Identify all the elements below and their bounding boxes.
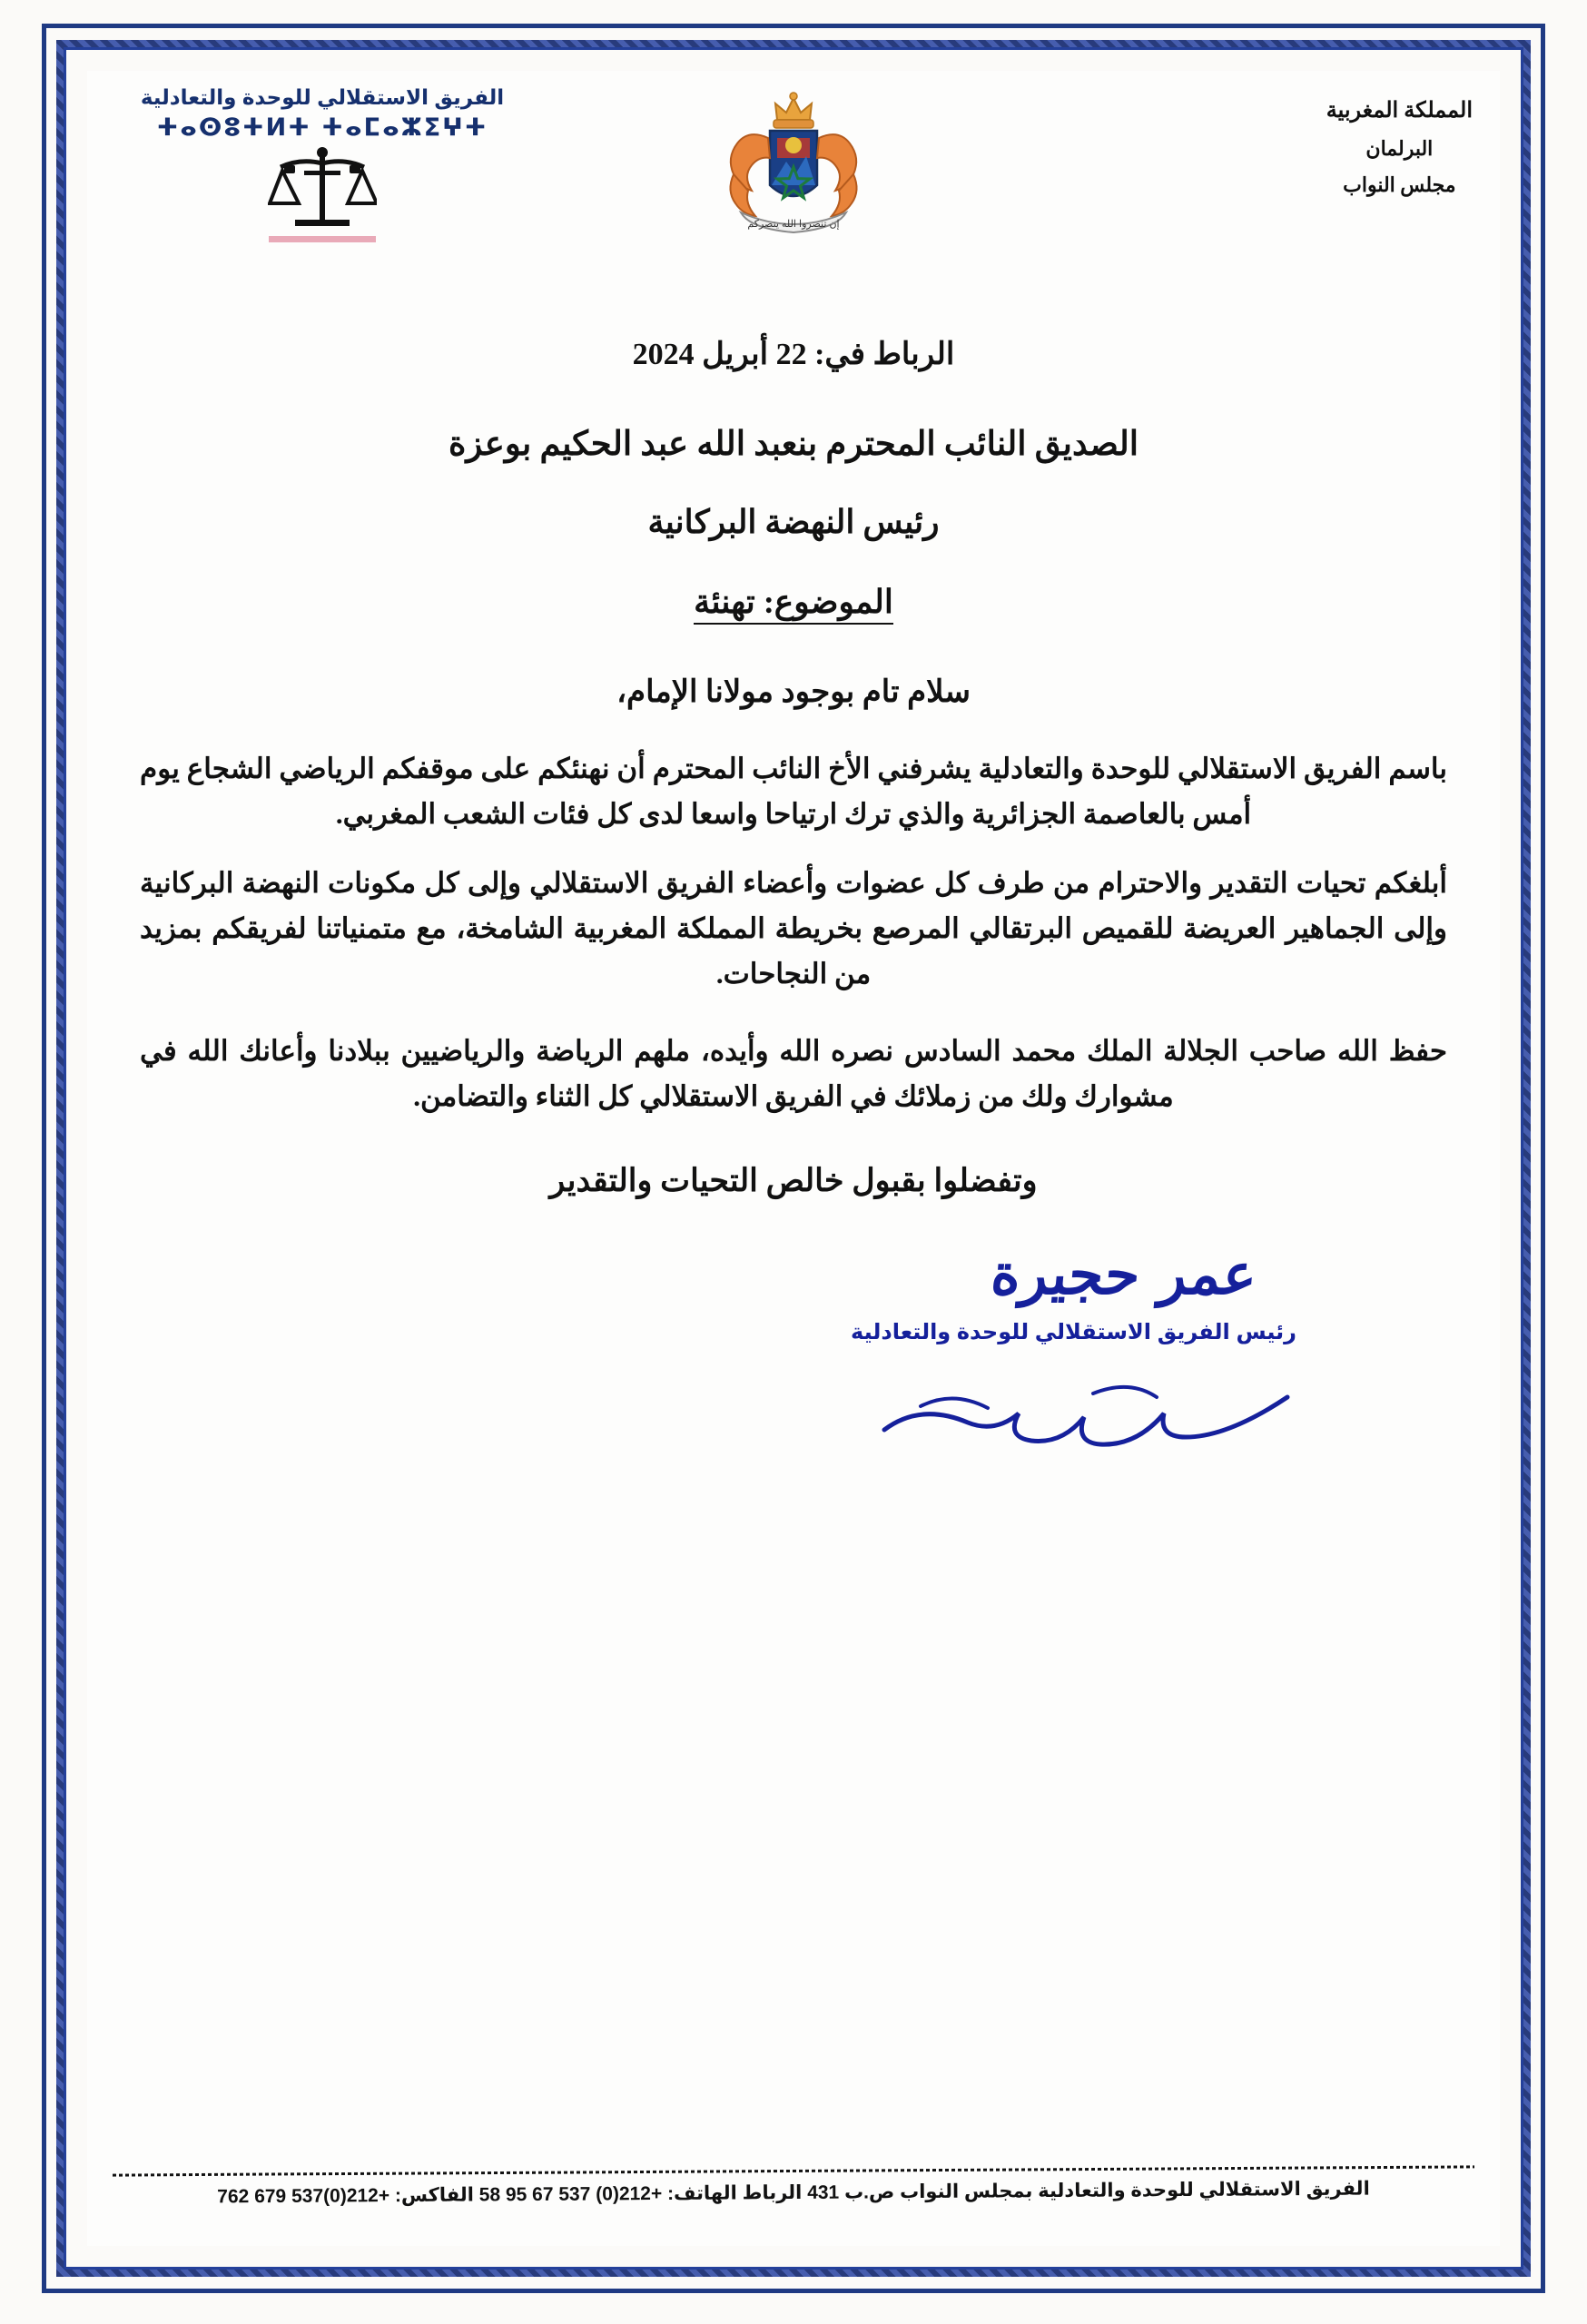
closing-line: وتفضلوا بقبول خالص التحيات والتقدير (549, 1163, 1038, 1199)
signature-name: عمر حجيرة (988, 1241, 1260, 1308)
body-paragraph-3: حفظ الله صاحب الجلالة الملك محمد السادس نصره الله وأيده، ملهم الرياضة والرياضيين ببلادنا وأعانك الله في مشوارك ولك من زملائك في الفريق الاستقلالي كل الثناء والتضامن. (140, 1034, 1447, 1112)
kingdom-header-block (1326, 94, 1473, 201)
scales-base-accent (269, 236, 376, 242)
body-paragraph-2: أبلغكم تحيات التقدير والاحترام من طرف كل عضوات وأعضاء الفريق الاستقلالي وإلى كل مكونات النهضة البركانية وإلى الجماهير العريضة للقميص البرتقالي المرصع بخريطة المملكة المغربية الشامخة، مع متمنياتنا لفريقكم بمزيد من النجاحات. (140, 866, 1447, 990)
letter-content (87, 71, 1500, 2246)
recipient-name: الصديق النائب المحترم بنعبد الله عبد الحكيم بوعزة (448, 426, 1139, 463)
party-name-arabic: الفريق الاستقلالي للوحدة والتعادلية (140, 85, 505, 109)
body-paragraph-1: باسم الفريق الاستقلالي للوحدة والتعادلية يشرفني الأخ النائب المحترم أن نهنئكم على موقفكم الرياضي الشجاع يوم أمس بالعاصمة الجزائرية والذي ترك ارتياحا واسعا لدى كل فئات الشعب المغربي. (140, 752, 1448, 830)
recipient-title: رئيس النهضة البركانية (647, 503, 940, 540)
scales-of-justice-icon (268, 147, 377, 234)
party-name-tifinagh: ⵜⴰⵙⵓⵜⵍⵜ ⵜⴰⵎⴰⵣⵉⵖⵜ (156, 113, 488, 142)
svg-text:إن تنصروا الله ينصركم: إن تنصروا الله ينصركم (747, 219, 840, 230)
greeting-line: سلام تام بوجود مولانا الإمام، (616, 675, 971, 709)
subject-line (140, 583, 1447, 621)
subject-value: تهنئة (694, 583, 755, 620)
morocco-coat-of-arms-icon (694, 91, 893, 263)
footer-divider (113, 2165, 1474, 2176)
date-line: الرباط في: 22 أبريل 2024 (632, 338, 955, 371)
signature-title: رئيس الفريق الاستقلالي للوحدة والتعادلية (851, 1320, 1296, 1345)
subject-label: الموضوع: (763, 583, 893, 620)
handwritten-signature-mark (866, 1352, 1338, 1461)
party-header-block (109, 85, 536, 242)
letter-body (87, 336, 1500, 1481)
kingdom-line-2: البرلمان (1365, 137, 1434, 161)
footer (113, 2170, 1474, 2208)
signature-block (140, 1236, 1447, 1481)
letterhead (87, 71, 1500, 272)
footer-contact-info: الفريق الاستقلالي للوحدة والتعادلية بمجلس النواب ص.ب 431 الرباط الهاتف: +212(0) 537 67 95 58 الفاكس: +212(0)537 679 762 (217, 2178, 1370, 2208)
kingdom-line-1: المملكة المغربية (1326, 99, 1473, 123)
kingdom-line-3: مجلس النواب (1343, 173, 1456, 197)
